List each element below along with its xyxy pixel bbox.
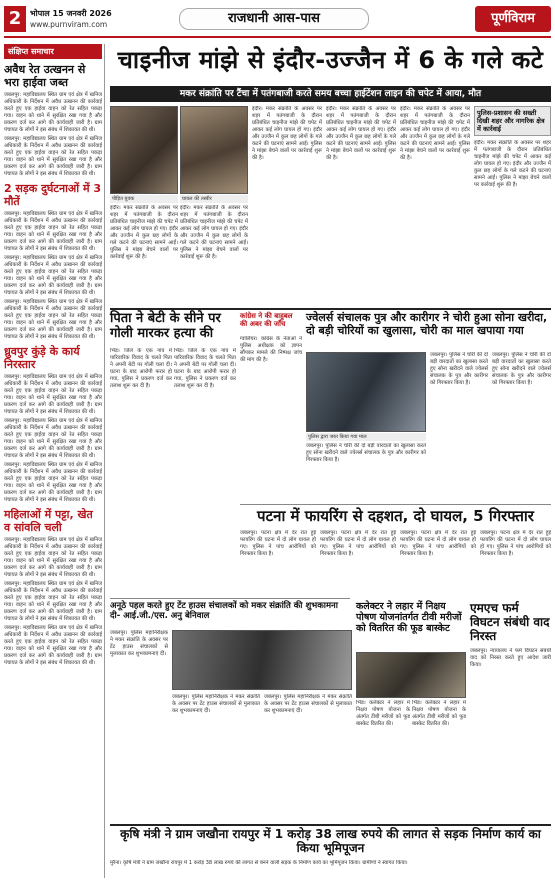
story5-body-2: जबलपुर। पटना क्षेत्र में देर रात हुई फायरिंग की घटना में दो लोग घायल हो गए। पुलिस ने पांच आरोपियों को गिरफ्तार किया है। xyxy=(320,530,396,557)
story6-body-2: जबलपुर। पुलिस महानिरीक्षक ने मकर संक्रांति के अवसर पर टेंट हाउस संचालकों से मुलाकात कर शुभकामनाएं दीं। xyxy=(172,694,260,714)
left-body-4: जबलपुर: महाविद्यालय स्थित ग्राम एवं क्षेत्र में खनिज अधिकारी के निर्देशन में अवैध उत्खनन की कार्रवाई करते हुए एक हाईवा वाहन को रेत सहित पकड़ा गया। वाहन को थाने में सुरक्षित रखा गया है और प्रकरण दर्ज कर आगे की कार्यवाही जारी है। ग्राम पंचायत के लोगों ने इस संबंध में शिकायत की थी। xyxy=(4,537,102,578)
brief-news-tag: संक्षिप्त समाचार xyxy=(4,44,102,59)
left-body-3: जबलपुर: महाविद्यालय स्थित ग्राम एवं क्षेत्र में खनिज अधिकारी के निर्देशन में अवैध उत्खनन की कार्रवाई करते हुए एक हाईवा वाहन को रेत सहित पकड़ा गया। वाहन को थाने में सुरक्षित रखा गया है और प्रकरण दर्ज कर आगे की कार्यवाही जारी है। ग्राम पंचायत के लोगों ने इस संबंध में शिकायत की थी। xyxy=(4,374,102,415)
story2-headline: पिता ने बेटी के सीने पर गोली मारकर हत्या की xyxy=(110,311,221,341)
lead-body-col-1: इंदौर। मकर संक्रांति के अवसर पर शहर में पतंगबाजी के दौरान प्रतिबंधित चाइनीज मांझे की चपेट में आकर कई लोग घायल हो गए। इंदौर और उज्जैन में कुल छह लोगों के गले कटने की घटनाएं सामने आईं। पुलिस ने मांझा बेचने वालों पर कार्रवाई शुरू की है। xyxy=(110,205,178,260)
left-body-4b: जबलपुर: महाविद्यालय स्थित ग्राम एवं क्षेत्र में खनिज अधिकारी के निर्देशन में अवैध उत्खनन की कार्रवाई करते हुए एक हाईवा वाहन को रेत सहित पकड़ा गया। वाहन को थाने में सुरक्षित रखा गया है और प्रकरण दर्ज कर आगे की कार्यवाही जारी है। ग्राम पंचायत के लोगों ने इस संबंध में शिकायत की थी। xyxy=(4,581,102,622)
left-column xyxy=(4,44,102,878)
story3-body: ग्वालियर। कांग्रेस के नेताओं ने पुलिस अधीक्षक को ज्ञापन सौंपकर मामले की निष्पक्ष जांच की मांग की है। xyxy=(240,336,302,363)
lead-body-col-3: इंदौर। मकर संक्रांति के अवसर पर शहर में पतंगबाजी के दौरान प्रतिबंधित चाइनीज मांझे की चपेट में आकर कई लोग घायल हो गए। इंदौर और उज्जैन में कुल छह लोगों के गले कटने की घटनाएं सामने आईं। पुलिस ने मांझा बेचने वालों पर कार्रवाई शुरू की है। xyxy=(252,106,322,161)
story8-headline: एमएच फर्म विघटन संबंधी वाद निरस्त xyxy=(470,601,550,643)
story4-headline: ज्वेलर्स संचालक पुत्र और कारीगर ने चोरी हुआ सोना खरीदा, दो बड़ी चोरियों का खुलासा, चोरी का माल खपाया गया xyxy=(306,311,548,337)
page-number: 2 xyxy=(4,6,26,32)
lead-body-col-4: इंदौर। मकर संक्रांति के अवसर पर शहर में पतंगबाजी के दौरान प्रतिबंधित चाइनीज मांझे की चपेट में आकर कई लोग घायल हो गए। इंदौर और उज्जैन में कुल छह लोगों के गले कटने की घटनाएं सामने आईं। पुलिस ने मांझा बेचने वालों पर कार्रवाई शुरू की है। xyxy=(326,106,396,161)
section-title: राजधानी आस-पास xyxy=(179,8,369,30)
story4-body-3: जबलपुर। पुलिस ने चोरी की दो बड़ी वारदातों का खुलासा करते हुए सोना खरीदने वाले ज्वेलर्स संचालक के पुत्र और कारीगर को गिरफ्तार किया है। xyxy=(306,443,426,463)
story7-body-1: भिंड। कलेक्टर ने लहार में निक्षय पोषण योजना के अंतर्गत टीबी मरीजों को फूड बास्केट वितरित की। xyxy=(356,700,410,727)
lead-headline-box xyxy=(110,44,551,86)
left-headline-1: अवैध रेत उत्खनन से भरा हाईवा जब्त xyxy=(4,63,86,89)
story6-body: जबलपुर। पुलिस महानिरीक्षक ने मकर संक्रांति के अवसर पर टेंट हाउस संचालकों से मुलाकात कर शुभकामनाएं दीं। xyxy=(110,630,168,657)
left-headline-2: 2 सड़क दुर्घटनाओं में 3 मौतें xyxy=(4,182,102,208)
left-body-2: जबलपुर: महाविद्यालय स्थित ग्राम एवं क्षेत्र में खनिज अधिकारी के निर्देशन में अवैध उत्खनन की कार्रवाई करते हुए एक हाईवा वाहन को रेत सहित पकड़ा गया। वाहन को थाने में सुरक्षित रखा गया है और प्रकरण दर्ज कर आगे की कार्यवाही जारी है। ग्राम पंचायत के लोगों ने इस संबंध में शिकायत की थी। xyxy=(4,211,102,252)
story6-body-3: जबलपुर। पुलिस महानिरीक्षक ने मकर संक्रांति के अवसर पर टेंट हाउस संचालकों से मुलाकात कर शुभकामनाएं दीं। xyxy=(264,694,352,714)
lead-caption-2: घायल की तस्वीर xyxy=(180,195,248,203)
story9-headline: कृषि मंत्री ने ग्राम जखौना रायपुर में 1 करोड़ 38 लाख रुपये की लागत से सड़क निर्माण कार्य का किया भूमिपूजन xyxy=(120,827,541,855)
story5-body-3: जबलपुर। पटना क्षेत्र में देर रात हुई फायरिंग की घटना में दो लोग घायल हो गए। पुलिस ने पांच आरोपियों को गिरफ्तार किया है। xyxy=(400,530,476,557)
story9-body: मुरैना। कृषि मंत्री ने ग्राम जखौना रायपुर में 1 करोड़ 38 लाख रुपये की लागत से बनने वाली सड़क के निर्माण कार्य का भूमिपूजन किया। ग्रामीणों ने स्वागत किया। xyxy=(110,860,408,866)
lead-photo-2 xyxy=(180,106,248,194)
lead-side-body: इंदौर। मकर संक्रांति के अवसर पर शहर में पतंगबाजी के दौरान प्रतिबंधित चाइनीज मांझे की चपेट में आकर कई लोग घायल हो गए। इंदौर और उज्जैन में कुल छह लोगों के गले कटने की घटनाएं सामने आईं। पुलिस ने मांझा बेचने वालों पर कार्रवाई शुरू की है। xyxy=(474,140,551,188)
story2-body-2: भिंड। जिले के एक गांव में पारिवारिक विवाद के चलते पिता ने अपनी बेटी पर गोली चला दी। घटना के बाद आरोपी फरार हो गया, पुलिस ने प्रकरण दर्ज कर तलाश शुरू कर दी है। xyxy=(174,348,236,389)
dateline: भोपाल 15 जनवरी 2026 xyxy=(30,9,112,18)
left-body-3b: जबलपुर: महाविद्यालय स्थित ग्राम एवं क्षेत्र में खनिज अधिकारी के निर्देशन में अवैध उत्खनन की कार्रवाई करते हुए एक हाईवा वाहन को रेत सहित पकड़ा गया। वाहन को थाने में सुरक्षित रखा गया है और प्रकरण दर्ज कर आगे की कार्यवाही जारी है। ग्राम पंचायत के लोगों ने इस संबंध में शिकायत की थी। xyxy=(4,418,102,459)
story4-body-2: जबलपुर। पुलिस ने चोरी की दो बड़ी वारदातों का खुलासा करते हुए सोना खरीदने वाले ज्वेलर्स संचालक के पुत्र और कारीगर को गिरफ्तार किया है। xyxy=(492,352,551,386)
masthead xyxy=(4,4,551,38)
story6-photo xyxy=(172,630,352,690)
column-divider xyxy=(104,44,105,878)
lead-side-box-title: पुलिस-प्रशासन की सख्ती दिखी शहर और नागरिक क्षेत्र में कार्रवाई xyxy=(474,106,551,136)
left-body-2c: जबलपुर: महाविद्यालय स्थित ग्राम एवं क्षेत्र में खनिज अधिकारी के निर्देशन में अवैध उत्खनन की कार्रवाई करते हुए एक हाईवा वाहन को रेत सहित पकड़ा गया। वाहन को थाने में सुरक्षित रखा गया है और प्रकरण दर्ज कर आगे की कार्यवाही जारी है। ग्राम पंचायत के लोगों ने इस संबंध में शिकायत की थी। xyxy=(4,299,102,340)
lead-body-col-5: इंदौर। मकर संक्रांति के अवसर पर शहर में पतंगबाजी के दौरान प्रतिबंधित चाइनीज मांझे की चपेट में आकर कई लोग घायल हो गए। इंदौर और उज्जैन में कुल छह लोगों के गले कटने की घटनाएं सामने आईं। पुलिस ने मांझा बेचने वालों पर कार्रवाई शुरू की है। xyxy=(400,106,470,161)
left-headline-3: ध्रुवपुर कुंड़े के कार्य निरस्तार xyxy=(4,345,80,371)
divider xyxy=(110,598,350,599)
story7-headline: कलेक्टर ने लहार में निक्षय पोषण योजनांतर्गत टीवी मरीजों को वितरित की फूड बास्केट xyxy=(356,601,462,634)
lead-caption-1: पीड़ित युवक xyxy=(110,195,178,203)
lead-headline: चाइनीज मांझे से इंदौर-उज्जैन में 6 के गले कटे xyxy=(117,46,544,74)
story5-body-4: जबलपुर। पटना क्षेत्र में देर रात हुई फायरिंग की घटना में दो लोग घायल हो गए। पुलिस ने पांच आरोपियों को गिरफ्तार किया है। xyxy=(480,530,551,557)
left-body-2b: जबलपुर: महाविद्यालय स्थित ग्राम एवं क्षेत्र में खनिज अधिकारी के निर्देशन में अवैध उत्खनन की कार्रवाई करते हुए एक हाईवा वाहन को रेत सहित पकड़ा गया। वाहन को थाने में सुरक्षित रखा गया है और प्रकरण दर्ज कर आगे की कार्यवाही जारी है। ग्राम पंचायत के लोगों ने इस संबंध में शिकायत की थी। xyxy=(4,255,102,296)
left-body-1b: जबलपुर: महाविद्यालय स्थित ग्राम एवं क्षेत्र में खनिज अधिकारी के निर्देशन में अवैध उत्खनन की कार्रवाई करते हुए एक हाईवा वाहन को रेत सहित पकड़ा गया। वाहन को थाने में सुरक्षित रखा गया है और प्रकरण दर्ज कर आगे की कार्यवाही जारी है। ग्राम पंचायत के लोगों ने इस संबंध में शिकायत की थी। xyxy=(4,136,102,177)
story6-headline: अनूठे पहल करते हुए टेंट हाउस संचालकों को मकर संक्रांति की शुभकामना दी- आई.जी./एस. अनु बेनिवाल xyxy=(110,601,338,621)
website-url[interactable]: www.purnviram.com xyxy=(30,20,108,29)
left-body-1: जबलपुर: महाविद्यालय स्थित ग्राम एवं क्षेत्र में खनिज अधिकारी के निर्देशन में अवैध उत्खनन की कार्रवाई करते हुए एक हाईवा वाहन को रेत सहित पकड़ा गया। वाहन को थाने में सुरक्षित रखा गया है और प्रकरण दर्ज कर आगे की कार्यवाही जारी है। ग्राम पंचायत के लोगों ने इस संबंध में शिकायत की थी। xyxy=(4,92,102,133)
story5-body-1: जबलपुर। पटना क्षेत्र में देर रात हुई फायरिंग की घटना में दो लोग घायल हो गए। पुलिस ने पांच आरोपियों को गिरफ्तार किया है। xyxy=(240,530,316,557)
lead-body-col-2: इंदौर। मकर संक्रांति के अवसर पर शहर में पतंगबाजी के दौरान प्रतिबंधित चाइनीज मांझे की चपेट में आकर कई लोग घायल हो गए। इंदौर और उज्जैन में कुल छह लोगों के गले कटने की घटनाएं सामने आईं। पुलिस ने मांझा बेचने वालों पर कार्रवाई शुरू की है। xyxy=(180,205,248,260)
left-headline-4: महिलाओं में पट्टा, खेत व सांवलि चली xyxy=(4,508,93,534)
story7-body-2: भिंड। कलेक्टर ने लहार में निक्षय पोषण योजना के अंतर्गत टीबी मरीजों को फूड बास्केट वितरित की। xyxy=(412,700,466,727)
story4-caption: पुलिस द्वारा जब्त किया गया माल xyxy=(306,433,426,441)
divider xyxy=(110,824,551,826)
story8-body: जबलपुर। न्यायालय ने फर्म विघटन संबंधी वाद को निरस्त करते हुए आदेश जारी किया। xyxy=(470,648,551,668)
lead-photo-1 xyxy=(110,106,178,194)
story3-headline: कांग्रेस ने की बाहुबल की अबर की जाँच xyxy=(240,312,293,329)
story4-body-1: जबलपुर। पुलिस ने चोरी की दो बड़ी वारदातों का खुलासा करते हुए सोना खरीदने वाले ज्वेलर्स संचालक के पुत्र और कारीगर को गिरफ्तार किया है। xyxy=(430,352,488,386)
lead-subheadline: मकर संक्रांति पर टैंचा में पतंगबाजी करते समय बच्चा हाईटेंशन लाइन की चपेट में आया, मौत xyxy=(110,86,551,102)
story2-body-1: भिंड। जिले के एक गांव में पारिवारिक विवाद के चलते पिता ने अपनी बेटी पर गोली चला दी। घटना के बाद आरोपी फरार हो गया, पुलिस ने प्रकरण दर्ज कर तलाश शुरू कर दी है। xyxy=(110,348,172,389)
left-body-4c: जबलपुर: महाविद्यालय स्थित ग्राम एवं क्षेत्र में खनिज अधिकारी के निर्देशन में अवैध उत्खनन की कार्रवाई करते हुए एक हाईवा वाहन को रेत सहित पकड़ा गया। वाहन को थाने में सुरक्षित रखा गया है और प्रकरण दर्ज कर आगे की कार्यवाही जारी है। ग्राम पंचायत के लोगों ने इस संबंध में शिकायत की थी। xyxy=(4,625,102,666)
brand-logo: पूर्णविराम xyxy=(475,6,551,32)
left-body-3c: जबलपुर: महाविद्यालय स्थित ग्राम एवं क्षेत्र में खनिज अधिकारी के निर्देशन में अवैध उत्खनन की कार्रवाई करते हुए एक हाईवा वाहन को रेत सहित पकड़ा गया। वाहन को थाने में सुरक्षित रखा गया है और प्रकरण दर्ज कर आगे की कार्यवाही जारी है। ग्राम पंचायत के लोगों ने इस संबंध में शिकायत की थी। xyxy=(4,462,102,503)
divider xyxy=(240,504,551,505)
story4-photo xyxy=(306,352,426,432)
divider xyxy=(110,308,551,310)
story7-photo xyxy=(356,652,466,698)
story5-headline: पटना में फायरिंग से दहशत, दो घायल, 5 गिरफ्तार xyxy=(257,507,534,525)
